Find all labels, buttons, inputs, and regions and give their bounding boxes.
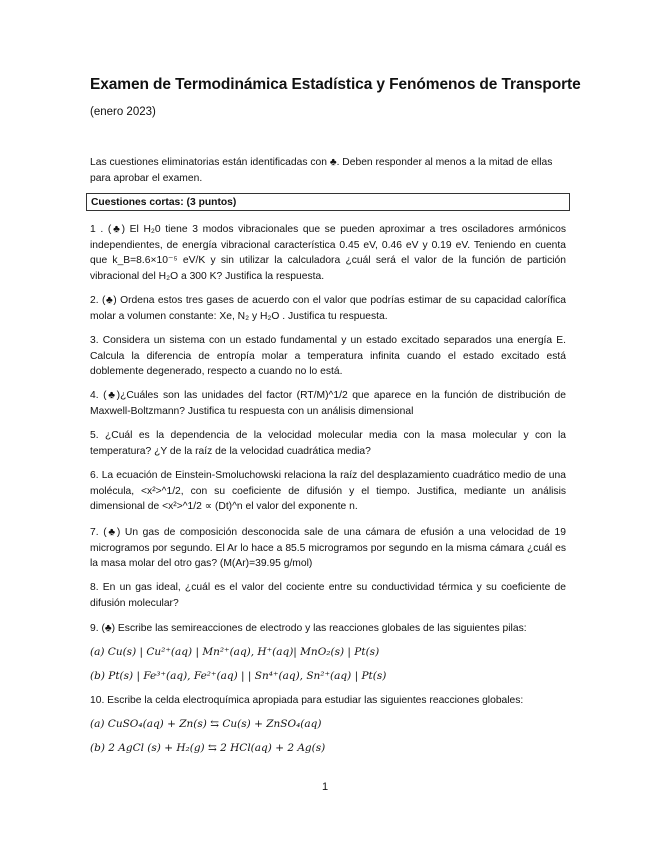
- question-4: 4. (♣)¿Cuáles son las unidades del factor (RT/M)^1/2 que aparece en la función de distribución de Maxwell-Boltzmann? Justifica tu respuesta con un análisis dimensional: [90, 390, 566, 417]
- question-2: 2. (♣) Ordena estos tres gases de acuerdo con el valor que podrías estimar de su capacidad calorífica molar a volumen constante: Xe, N₂ y H₂O . Justifica tu respuesta.: [90, 295, 566, 322]
- question-6: 6. La ecuación de Einstein-Smoluchowski relaciona la raíz del desplazamiento cuadrático medio de una molécula, <x²>^1/2, con su coeficiente de difusión y el tiempo. Justifica, mediante un análisis dimensional de <x²>^1/2 ∝ (Dt)^n el valor del exponente n.: [90, 470, 566, 512]
- question-1: 1 . (♣) El H₂0 tiene 3 modos vibracionales que se pueden aproximar a tres osciladores armónicos independientes, de energía vibracional característica 0.45 eV, 0.46 eV y 0.19 eV. Teniendo en cuenta que k_B=8.6×10⁻⁵ eV/K y sin utilizar la calculadora ¿cuál será el valor de la función de partición vibracional del H₂O a 300 K? Justifica la respuesta.: [90, 224, 566, 282]
- question-10a: (a) CuSO₄(aq) + Zn(s) ⇆ Cu(s) + ZnSO₄(aq): [90, 718, 322, 730]
- question-5: 5. ¿Cuál es la dependencia de la velocidad molecular media con la masa molecular y con la temperatura? ¿Y de la raíz de la velocidad cuadrática media?: [90, 430, 566, 457]
- question-10: 10. Escribe la celda electroquímica apropiada para estudiar las siguientes reacciones globales:: [90, 695, 524, 706]
- page-number: 1: [322, 781, 329, 793]
- question-10b: (b) 2 AgCl (s) + H₂(g) ⇆ 2 HCl(aq) + 2 Ag(s): [90, 742, 326, 754]
- question-9: 9. (♣) Escribe las semireacciones de electrodo y las reacciones globales de las siguientes pilas:: [90, 623, 527, 634]
- exam-title: Examen de Termodinámica Estadística y Fenómenos de Transporte: [90, 76, 581, 93]
- question-9b: (b) Pt(s) | Fe³⁺(aq), Fe²⁺(aq) | | Sn⁴⁺(aq), Sn²⁺(aq) | Pt(s): [90, 670, 387, 682]
- question-8: 8. En un gas ideal, ¿cuál es el valor del cociente entre su conductividad térmica y su coeficiente de difusión molecular?: [90, 582, 566, 609]
- exam-date: (enero 2023): [90, 106, 156, 118]
- intro-paragraph: Las cuestiones eliminatorias están identificadas con ♣. Deben responder al menos a la mitad de ellas para aprobar el examen.: [90, 157, 553, 184]
- question-9a: (a) Cu(s) | Cu²⁺(aq) | Mn²⁺(aq), H⁺(aq)| MnO₂(s) | Pt(s): [90, 646, 380, 658]
- question-7: 7. (♣) Un gas de composición desconocida sale de una cámara de efusión a una velocidad de 19 microgramos por segundo. El Ar lo hace a 85.5 microgramos por segundo en la misma cámara ¿cuál es la masa molar del otro gas? (M(Ar)=39.95 g/mol): [90, 527, 566, 569]
- question-3: 3. Considera un sistema con un estado fundamental y un estado excitado separados una energía E. Calcula la diferencia de entropía molar a temperatura infinita cuando el estado excitado está doblemente degenerado, respecto a cuando no lo está.: [90, 335, 566, 377]
- section-header: Cuestiones cortas: (3 puntos): [86, 193, 570, 211]
